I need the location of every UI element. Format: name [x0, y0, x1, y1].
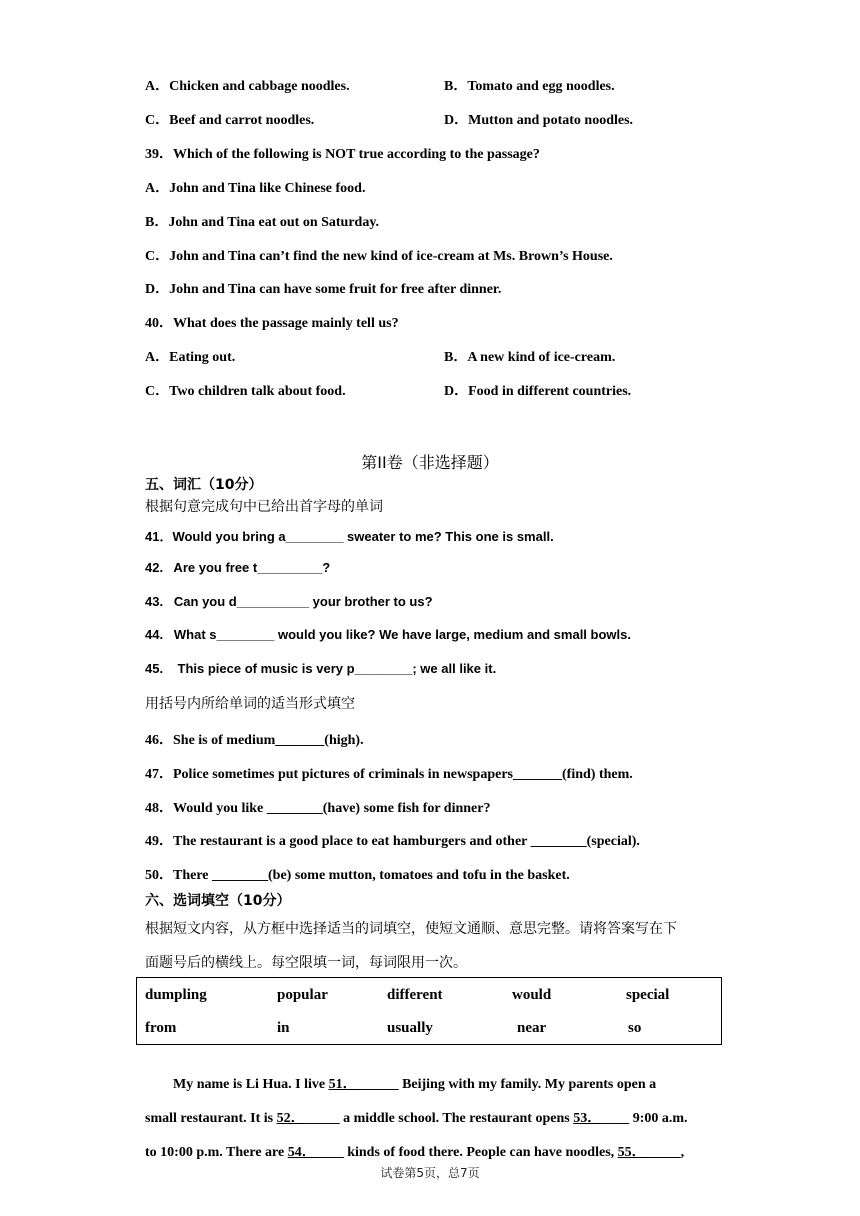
word-near: near	[517, 1020, 547, 1036]
word-usually: usually	[387, 1020, 433, 1036]
q38-option-d: D．Mutton and potato noodles.	[444, 113, 634, 128]
section6-instruction-line2: 面题号后的横线上。每空限填一词，每词限用一次。	[145, 955, 467, 971]
question-45: 45. This piece of music is very p________; we all like it.	[145, 661, 497, 676]
word-different: different	[387, 987, 443, 1003]
question-42: 42. Are you free t_________?	[145, 560, 331, 575]
part2-title: 第II卷（非选择题）	[361, 453, 499, 472]
blank-52: 52．	[276, 1111, 305, 1126]
q40-stem: 40．What does the passage mainly tell us?	[145, 316, 399, 331]
q39-option-a: A．John and Tina like Chinese food.	[145, 181, 366, 196]
word-from: from	[145, 1020, 177, 1036]
blank-53: 53．	[573, 1111, 602, 1126]
word-would: would	[512, 987, 552, 1003]
question-44: 44. What s________ would you like? We have large, medium and small bowls.	[145, 627, 631, 642]
passage-line-2: small restaurant. It is 52．_____ a middle school. The restaurant opens 53．____ 9:00 a.m.	[145, 1111, 688, 1126]
q39-option-c: C．John and Tina can’t find the new kind of ice-cream at Ms. Brown’s House.	[145, 249, 613, 264]
q38-option-b: B．Tomato and egg noodles.	[444, 79, 615, 94]
blank-55: 55．	[617, 1145, 646, 1160]
section6-instruction-line1: 根据短文内容，从方框中选择适当的词填空，使短文通顺、意思完整。请将答案写在下	[145, 921, 677, 937]
q39-option-d: D．John and Tina can have some fruit for free after dinner.	[145, 282, 502, 297]
section5-instruction-1: 根据句意完成句中已给出首字母的单词	[145, 499, 383, 515]
page-footer: 试卷第5页，总7页	[380, 1166, 480, 1180]
question-41: 41．Would you bring a________ sweater to me? This one is small.	[145, 529, 554, 544]
question-49: 49．The restaurant is a good place to eat hamburgers and other ________(special).	[145, 834, 640, 849]
q40-option-a: A．Eating out.	[145, 350, 236, 365]
passage-line-3: to 10:00 p.m. There are 54．____ kinds of food there. People can have noodles, 55．_____,	[145, 1145, 685, 1160]
q39-option-b: B．John and Tina eat out on Saturday.	[145, 215, 380, 230]
question-47: 47．Police sometimes put pictures of criminals in newspapers_______(find) them.	[145, 767, 633, 782]
q38-option-c: C．Beef and carrot noodles.	[145, 113, 315, 128]
q38-option-a: A．Chicken and cabbage noodles.	[145, 79, 350, 94]
section6-heading: 六、选词填空（10分）	[145, 893, 291, 909]
question-48: 48．Would you like ________(have) some fish for dinner?	[145, 801, 491, 816]
question-50: 50．There ________(be) some mutton, tomatoes and tofu in the basket.	[145, 868, 570, 883]
section5-instruction-2: 用括号内所给单词的适当形式填空	[145, 696, 355, 712]
q40-option-c: C．Two children talk about food.	[145, 384, 346, 399]
word-popular: popular	[277, 987, 328, 1003]
question-43: 43. Can you d__________ your brother to us?	[145, 594, 433, 609]
q40-option-d: D．Food in different countries.	[444, 384, 632, 399]
q39-stem: 39．Which of the following is NOT true according to the passage?	[145, 147, 540, 162]
section5-heading: 五、词汇（10分）	[145, 477, 263, 493]
blank-51: 51．	[328, 1077, 357, 1092]
blank-54: 54．	[287, 1145, 316, 1160]
word-so: so	[628, 1020, 642, 1036]
passage-line-1: My name is Li Hua. I live 51．______ Beijing with my family. My parents open a	[173, 1077, 657, 1092]
word-in: in	[277, 1020, 290, 1036]
question-46: 46．She is of medium_______(high).	[145, 733, 364, 748]
word-box	[136, 977, 722, 1045]
word-dumpling: dumpling	[145, 987, 207, 1003]
word-special: special	[626, 987, 670, 1003]
q40-option-b: B．A new kind of ice-cream.	[444, 350, 616, 365]
